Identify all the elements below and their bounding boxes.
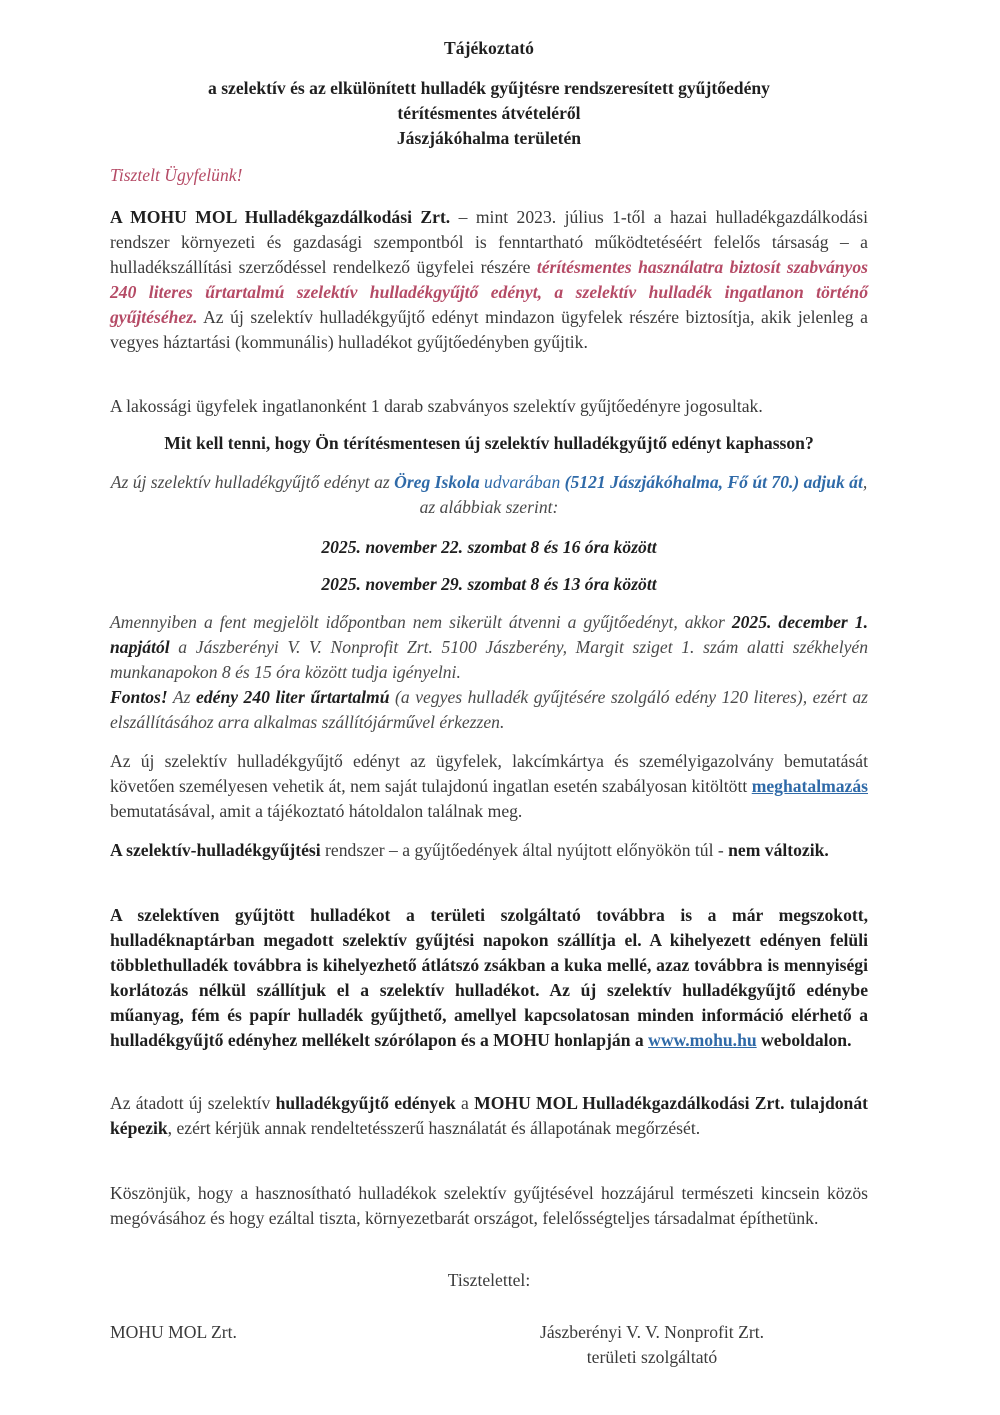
authorization-link[interactable]: meghatalmazás <box>751 776 868 796</box>
thanks-paragraph <box>110 1181 868 1231</box>
thanks-text: Köszönjük, hogy a hasznosítható hulladékok szelektív gyűjtésével hozzájárul természeti kincsein közös megóvásához és hogy ezáltal tiszta, környezetbarát országot, felelősségteljes társadalmat építhetünk. <box>110 1183 868 1228</box>
doc-title <box>110 36 868 61</box>
signature-left-text: MOHU MOL Zrt. <box>110 1322 237 1342</box>
system-bold-1: A szelektív-hulladékgyűjtési <box>110 840 321 860</box>
location-pre: Az új szelektív hulladékgyűjtő edényt az <box>110 472 395 492</box>
pickup-text-2: bemutatásával, amit a tájékoztató hátoldalon találnak meg. <box>110 801 523 821</box>
greeting <box>110 163 868 188</box>
important-label: Fontos! <box>110 687 168 707</box>
fallback-text-2: a Jászberényi V. V. Nonprofit Zrt. 5100 Jászberény, Margit sziget 1. szám alatti székhelyén munkanapokon 8 és 15 óra között tudja igényelni. <box>110 637 868 682</box>
greeting-text: Tisztelt Ügyfelünk! <box>110 165 243 185</box>
intro-paragraph <box>110 205 868 355</box>
system-bold-2: nem változik. <box>728 840 829 860</box>
signature-right-name: Jászberényi V. V. Nonprofit Zrt. <box>540 1322 764 1342</box>
date-2-text: 2025. november 29. szombat 8 és 13 óra között <box>321 574 657 594</box>
location-place: Öreg Iskola <box>394 472 480 492</box>
ownership-text-2: a <box>455 1093 475 1113</box>
ownership-bold-2: MOHU MOL Hulladékgazdálkodási Zrt. tulajdonát képezik <box>110 1093 868 1138</box>
system-text: rendszer – a gyűjtőedények által nyújtott előnyökön túl - <box>320 840 729 860</box>
collection-text: A szelektíven gyűjtött hulladékot a területi szolgáltató továbbra is a már megszokott, hulladéknaptárban megadott szelektív gyűjtési napokon szállítja el. A kihelyezett edényen felüli többlethulladék továbbra is kihelyezhető átlátszó zsákban a kuka mellé, azaz továbbra is mennyiségi korlátozás nélkül szállítjuk el a szelektív hulladékot. Az új szelektív hulladékgyűjtő edénybe műanyag, fém és papír hulladék gyűjthető, amellyel kapcsolatosan minden információ elérhető a hulladékgyűjtő edényhez mellékelt szórólapon és a MOHU honlapján a <box>110 905 868 1050</box>
location-address: (5121 Jászjákóhalma, Fő út 70.) adjuk át <box>564 472 863 492</box>
question-text: Mit kell tenni, hogy Ön térítésmentesen új szelektív hulladékgyűjtő edényt kaphasson? <box>164 433 814 453</box>
important-paragraph <box>110 685 868 735</box>
ownership-text-3: , ezért kérjük annak rendeltetésszerű használatát és állapotának megőrzését. <box>167 1118 701 1138</box>
intro-highlight: térítésmentes használatra biztosít szabványos 240 literes űrtartalmú szelektív hulladékgyűjtő edényt, a szelektív hulladék ingatlanon történő gyűjtéséhez. <box>110 257 868 327</box>
title-text: Tájékoztató <box>444 38 534 58</box>
location-place-2: udvarában <box>479 472 565 492</box>
system-paragraph <box>110 838 868 863</box>
subtitle-line-3: Jászjákóhalma területén <box>396 128 582 148</box>
location-paragraph <box>110 470 868 520</box>
subtitle-line-1: a szelektív és az elkülönített hulladék gyűjtésre rendszeresített gyűjtőedény <box>208 78 770 98</box>
doc-subtitle <box>110 76 868 151</box>
fallback-text-1: Amennyiben a fent megjelölt időpontban nem sikerült átvenni a gyűjtőedényt, akkor <box>110 612 732 632</box>
date-1 <box>110 535 868 560</box>
date-2 <box>110 572 868 597</box>
collection-paragraph <box>110 903 868 1053</box>
ownership-text-1: Az átadott új szelektív <box>110 1093 276 1113</box>
important-text-2: (a vegyes hulladék gyűjtésére szolgáló edény 120 literes), ezért az elszállításához arra alkalmas szállítójárművel érkezzen. <box>110 687 868 732</box>
collection-text-end: weboldalon. <box>756 1030 852 1050</box>
intro-text-2: Az új szelektív hulladékgyűjtő edényt mindazon ügyfelek részére biztosítja, akik jelenleg a vegyes háztartási (kommunális) hulladékot gyűjtőedényben gyűjtik. <box>110 307 868 352</box>
signature-right-role: területi szolgáltató <box>586 1347 718 1367</box>
eligibility-text: A lakossági ügyfelek ingatlanonként 1 darab szabványos szelektív gyűjtőedényre jogosultak. <box>110 396 763 416</box>
pickup-text-1: Az új szelektív hulladékgyűjtő edényt az ügyfelek, lakcímkártya és személyigazolvány bemutatását követően személyesen vehetik át, nem saját tulajdonú ingatlan esetén szabályosan kitöltött <box>110 751 868 796</box>
fallback-paragraph <box>110 610 868 685</box>
ownership-paragraph <box>110 1091 868 1141</box>
location-post: , az alábbiak szerint: <box>419 472 868 517</box>
mohu-website-link[interactable]: www.mohu.hu <box>648 1030 757 1050</box>
signature-right <box>522 1320 782 1370</box>
fallback-date: 2025. december 1. napjától <box>110 612 868 657</box>
eligibility-paragraph <box>110 394 868 419</box>
important-bold: edény 240 liter űrtartalmú <box>196 687 390 707</box>
closing-text: Tisztelettel: <box>447 1270 531 1290</box>
subtitle-line-2: térítésmentes átvételéről <box>397 103 581 123</box>
company-name: A MOHU MOL Hulladékgazdálkodási Zrt. <box>110 207 451 227</box>
date-1-text: 2025. november 22. szombat 8 és 16 óra között <box>321 537 657 557</box>
pickup-paragraph <box>110 749 868 824</box>
intro-text-1: – mint 2023. július 1-től a hazai hulladékgazdálkodási rendszer környezeti és gazdasági szempontból is fenntartható működtetéséért felelős társaság – a hulladékszállítási szerződéssel rendelkező ügyfelei részére <box>110 207 868 277</box>
important-text-1: Az <box>167 687 197 707</box>
ownership-bold-1: hulladékgyűjtő edények <box>275 1093 456 1113</box>
question-heading <box>110 431 868 456</box>
signature-left <box>110 1320 237 1345</box>
closing <box>110 1268 868 1293</box>
